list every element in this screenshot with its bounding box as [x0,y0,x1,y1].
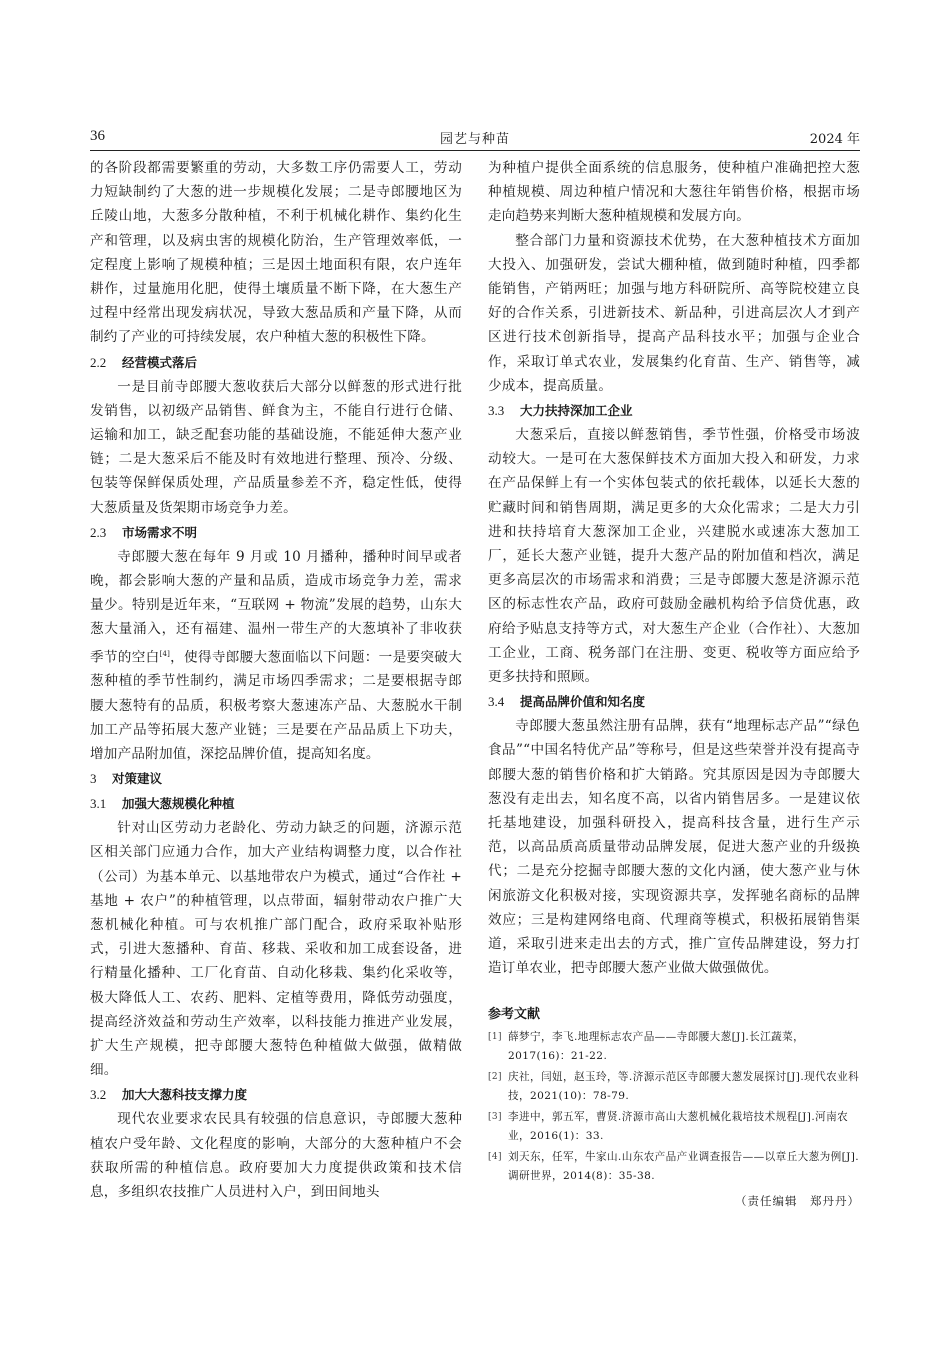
section-heading-2-2 [90,350,462,375]
journal-title: 园艺与种苗 [439,132,510,147]
reference-number: [2] [488,1071,502,1082]
section-number: 3.1 [90,796,107,812]
page-header [90,128,860,151]
section-heading-3-2 [90,1082,462,1107]
reference-text: 李进中，郭五军，曹贤.济源市高山大葱机械化栽培技术规程[J].河南农业，2016(1)：33. [508,1110,849,1142]
section-number: 3 [90,771,97,787]
paragraph: 现代农业要求农民具有较强的信息意识，寺郎腰大葱种植农户受年龄、文化程度的影响，大部分的大葱种植户不会获取所需的种植信息。政府要加大力度提供政策和技术信息，多组织农技推广人员进村入户，到田间地头 [90,1111,462,1201]
section-number: 2.3 [90,524,107,540]
section-title: 加大大葱科技支撑力度 [122,1087,248,1103]
reference-item [488,1108,860,1147]
page-number: 36 [90,128,105,144]
section-title: 大力扶持深加工企业 [520,403,633,419]
section-heading-3 [90,766,462,791]
section-title: 市场需求不明 [122,524,198,540]
section-number: 3.4 [488,694,505,710]
section-title: 加强大葱规模化种植 [122,796,235,812]
section-title: 经营模式落后 [122,354,198,370]
issue-year: 2024 年 [809,132,860,147]
reference-list [488,1028,860,1187]
reference-number: [4] [488,1151,502,1162]
paragraph: 针对山区劳动力老龄化、劳动力缺乏的问题，济源示范区相关部门应通力合作，加大产业结构调整力度，以合作社（公司）为基本单元、以基地带农户为模式，通过“合作社 + 基地 + 农户”的种植管理，以点带面，辐射带动农户推广大葱机械化种植。可与农机推广部门配合，政府采取补贴形式，引进大葱播种、育苗、移栽、采收和加工成套设备，进行精量化播种、工厂化育苗、自动化移栽、集约化采收等，极大降低人工、农药、肥料、定植等费用，降低劳动强度，提高经济效益和劳动生产效率，以科技能力推进产业发展，扩大生产规模，把寺郎腰大葱特色种植做大做强，做精做细。 [90,820,462,1079]
responsible-editor: （责任编辑 郑丹丹） [735,1193,860,1208]
right-column [488,156,860,1209]
section-heading-3-3 [488,398,860,423]
paragraph: 寺郎腰大葱虽然注册有品牌，获有“地理标志产品”“绿色食品”“中国名特优产品”等称号，但是这些荣誉并没有提高寺郎腰大葱的销售价格和扩大销路。究其原因是因为寺郎腰大葱没有走出去，知名度不高，以省内销售居多。一是建议依托基地建设，加强科研投入，提高科技含量，进行生产示范，以高品质高质量带动品牌发展，促进大葱产业的升级换代；二是充分挖掘寺郎腰大葱的文化内涵，使大葱产业与休闲旅游文化积极对接，实现资源共享，发挥驰名商标的品牌效应；三是构建网络电商、代理商等模式，积极拓展销售渠道，采取引进来走出去的方式，推广宣传品牌建设，努力打造订单农业，把寺郎腰大葱产业做大做强做优。 [488,718,860,977]
section-heading-2-3 [90,520,462,545]
reference-item [488,1148,860,1187]
reference-text: 庆社，闫妞，赵玉玲，等.济源示范区寺郎腰大葱发展探讨[J].现代农业科技，2021(10)：78-79. [508,1070,860,1102]
paragraph: 一是目前寺郎腰大葱收获后大部分以鲜葱的形式进行批发销售，以初级产品销售、鲜食为主，不能自行进行仓储、运输和加工，缺乏配套功能的基础设施，不能延伸大葱产业链；二是大葱采后不能及时有效地进行整理、预冷、分级、包装等保鲜保质处理，产品质量参差不齐，稳定性低，使得大葱质量及货架期市场竞争力差。 [90,378,462,516]
section-number: 3.3 [488,403,505,419]
reference-item [488,1068,860,1107]
reference-text: 刘天东，任军，牛家山.山东农产品产业调查报告——以章丘大葱为例[J].调研世界，2014(8)：35-38. [508,1150,860,1182]
paragraph: 大葱采后，直接以鲜葱销售，季节性强，价格受市场波动较大。一是可在大葱保鲜技术方面加大投入和研发，力求在产品保鲜上有一个实体包装式的依托载体，以延长大葱的贮藏时间和销售周期，满足更多的大众化需求；二是大力引进和扶持培育大葱深加工企业，兴建脱水或速冻大葱加工厂，延长大葱产业链，提升大葱产品的附加值和档次，满足更多高层次的市场需求和消费；三是寺郎腰大葱是济源示范区的标志性农产品，政府可鼓励金融机构给予信贷优惠，政府给予贴息支持等方式，对大葱生产企业（合作社）、大葱加工企业，工商、税务部门在注册、变更、税收等方面应给予更多扶持和照顾。 [488,427,860,686]
section-heading-3-1 [90,791,462,816]
reference-item [488,1028,860,1067]
paragraph: 为种植户提供全面系统的信息服务，使种植户准确把控大葱种植规模、周边种植户情况和大葱往年销售价格，根据市场走向趋势来判断大葱种植规模和发展方向。 [488,160,860,225]
reference-number: [1] [488,1031,502,1042]
section-title: 提高品牌价值和知名度 [520,694,646,710]
paragraph: 整合部门力量和资源技术优势，在大葱种植技术方面加大投入、加强研发，尝试大棚种植，做到随时种植，四季都能销售，产销两旺；加强与地方科研院所、高等院校建立良好的合作关系，引进新技术、新品种，引进高层次人才到产区进行技术创新指导，提高产品科技水平；加强与企业合作，采取订单式农业，发展集约化育苗、生产、销售等，减少成本，提高质量。 [488,232,860,394]
section-heading-3-4 [488,689,860,714]
section-number: 2.2 [90,354,107,370]
left-column [90,156,462,1204]
paragraph: 的各阶段都需要繁重的劳动，大多数工序仍需要人工，劳动力短缺制约了大葱的进一步规模化发展；二是寺郎腰地区为丘陵山地，大葱多分散种植，不利于机械化耕作、集约化生产和管理，以及病虫害的规模化防治，生产管理效率低，一定程度上影响了规模种植；三是因土地面积有限，农户连年耕作，过量施用化肥，使得土壤质量不断下降，在大葱生产过程中经常出现发病状况，导致大葱品质和产量下降，从而制约了产业的可持续发展，农户种植大葱的积极性下降。 [90,160,462,346]
paragraph: 寺郎腰大葱在每年 9 月或 10 月播种，播种时间早或者晚，都会影响大葱的产量和品质，造成市场竞争力差，需求量少。特别是近年来，“互联网 + 物流”发展的趋势，山东大葱大量涌入，还有福建、温州一带生产的大葱填补了非收获季节的空白[4]，使得寺郎腰大葱面临以下问题：一是要突破大葱种植的季节性制约，满足市场四季需求；二是要根据寺郎腰大葱特有的品质，积极考察大葱速冻产品、大葱脱水干制加工产品等拓展大葱产业链；三是要在产品品质上下功夫，增加产品附加值，深挖品牌价值，提高知名度。 [90,548,462,762]
reference-number: [3] [488,1111,502,1122]
references-heading: 参考文献 [488,1006,541,1022]
section-number: 3.2 [90,1087,107,1103]
citation-marker: [4] [159,649,171,658]
reference-text: 薛梦宁，李飞.地理标志农产品——寺郎腰大葱[J].长江蔬菜，2017(16)：21-22. [508,1030,805,1062]
section-title: 对策建议 [112,771,163,787]
